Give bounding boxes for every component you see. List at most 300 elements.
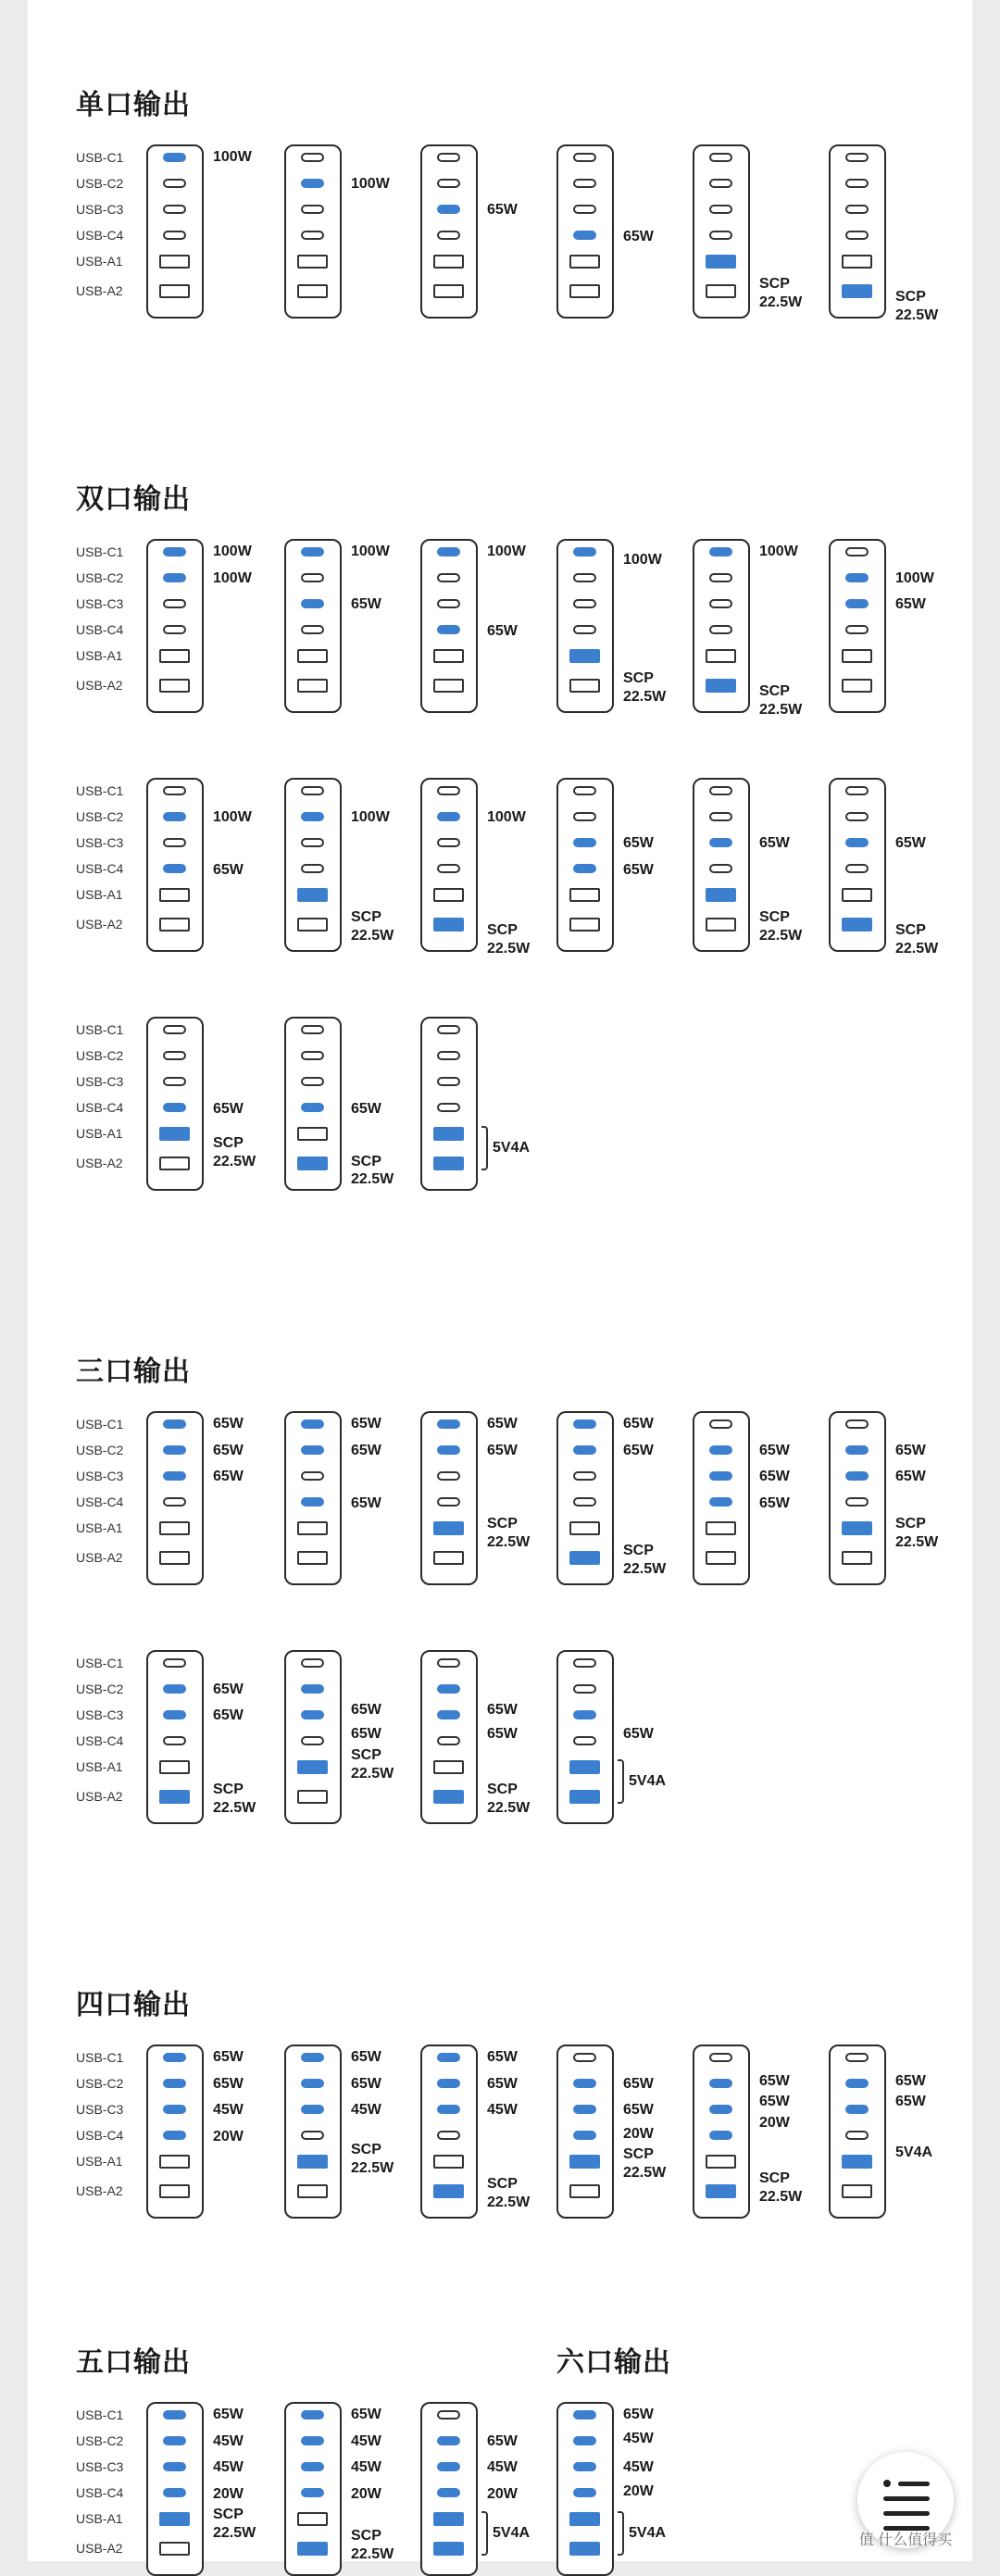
port-label: USB-A2 [76,1789,123,1804]
output-label: SCP [895,289,926,306]
usb-c-port [709,599,732,608]
output-label: 20W [623,2482,654,2499]
output-label: 65W [623,2075,654,2092]
usb-a-port [433,2184,464,2198]
output-label: SCP [487,922,518,939]
usb-a-port [159,918,190,932]
usb-a-port [297,1551,328,1565]
usb-a-port [569,2512,600,2526]
charger-diagram [420,1411,478,1585]
output-label: 65W [213,2049,244,2065]
usb-c-port [573,838,596,847]
usb-a-port [569,2184,600,2198]
output-label: 65W [895,1469,926,1484]
usb-c-port [301,1736,324,1745]
usb-a-port [297,284,328,298]
port-label: USB-C2 [76,2076,124,2091]
usb-c-port [301,179,324,188]
usb-a-port [569,2542,600,2556]
output-label: 65W [487,2075,518,2092]
usb-c-port [301,864,324,873]
port-label: USB-C1 [76,1656,124,1670]
usb-c-port [709,625,732,634]
output-label: 65W [895,835,926,851]
usb-c-port [301,1710,324,1719]
output-label: 22.5W [487,1534,531,1551]
usb-c-port [301,205,324,214]
usb-c-port [573,2436,596,2445]
usb-c-port [845,2131,869,2140]
usb-c-port [301,2053,324,2062]
port-label: USB-C1 [76,150,124,165]
usb-a-port [842,2155,872,2169]
usb-c-port [845,179,869,188]
usb-a-port [706,888,736,902]
usb-c-port [437,2462,460,2471]
usb-a-port [297,1760,328,1774]
usb-c-port [163,1025,186,1034]
output-label: 100W [351,544,390,559]
output-label: SCP [213,2507,244,2523]
output-label: 100W [759,544,798,559]
output-label: SCP [487,1781,518,1797]
usb-a-port [569,679,600,693]
port-label: USB-C1 [76,2050,124,2065]
output-label: 20W [213,2485,244,2502]
usb-c-port [163,205,186,214]
usb-a-port [569,2155,600,2169]
usb-a-port [842,255,872,269]
port-label: USB-C4 [76,861,124,876]
output-label: 65W [759,835,790,851]
usb-a-port [842,1521,872,1535]
output-label: 22.5W [623,1560,667,1577]
charger-diagram [829,144,886,319]
usb-c-port [437,1419,460,1429]
usb-c-port [301,625,324,634]
output-label: 65W [351,1702,381,1719]
charger-diagram [146,1650,204,1824]
usb-a-port [433,2155,464,2169]
usb-a-port [433,1521,464,1535]
usb-a-port [159,284,190,298]
output-label: 45W [351,2102,381,2118]
usb-c-port [573,2105,596,2114]
usb-c-port [437,231,460,240]
output-label: SCP [759,908,790,925]
usb-a-port [297,2512,328,2526]
output-label: 100W [487,544,526,559]
output-label: 65W [759,2072,790,2089]
output-label: 22.5W [487,941,531,957]
output-label: 65W [487,1725,518,1742]
usb-c-port [301,1025,324,1034]
usb-a-port [433,1127,464,1141]
port-label: USB-A2 [76,2541,123,2556]
output-label: 65W [213,1442,244,1458]
output-label: 20W [351,2485,381,2502]
output-label: 100W [351,175,390,192]
usb-c-port [163,625,186,634]
usb-c-port [573,1684,596,1694]
port-label: USB-C4 [76,228,124,243]
output-label: 22.5W [213,1799,256,1816]
usb-c-port [573,625,596,634]
output-label: 100W [213,569,252,586]
usb-c-port [301,786,324,795]
usb-c-port [163,1684,186,1694]
usb-a-port [706,1551,736,1565]
usb-a-port [159,2512,190,2526]
usb-c-port [437,864,460,873]
port-label: USB-A2 [76,917,123,932]
port-label: USB-C2 [76,176,124,191]
charger-diagram [146,778,204,952]
usb-a-port [706,918,736,932]
charger-diagram [284,144,342,319]
output-label: 65W [351,1100,381,1117]
usb-a-port [159,2542,190,2556]
port-label: USB-A2 [76,2183,123,2198]
usb-a-port [159,1551,190,1565]
port-label: USB-C4 [76,1100,124,1115]
usb-c-port [573,599,596,608]
charger-diagram [146,1411,204,1585]
usb-a-port [433,2542,464,2556]
port-label: USB-A1 [76,1126,123,1141]
usb-c-port [437,1077,460,1086]
usb-c-port [301,547,324,556]
output-label: 65W [623,1416,654,1432]
usb-c-port [437,2410,460,2420]
usb-c-port [301,1497,324,1507]
usb-c-port [437,1103,460,1112]
output-label: 45W [623,2430,654,2446]
usb-c-port [301,812,324,821]
usb-a-port [433,888,464,902]
output-label: 65W [213,2407,244,2422]
output-label: 22.5W [213,2525,256,2542]
usb-a-port [569,1790,600,1804]
usb-c-port [573,1471,596,1481]
charger-diagram [556,778,614,952]
usb-c-port [437,786,460,795]
charger-diagram [556,539,614,713]
port-label: USB-A2 [76,1550,123,1565]
port-label: USB-C3 [76,1469,124,1483]
port-label: USB-A2 [76,1156,123,1170]
usb-c-port [301,599,324,608]
usb-a-port [433,1157,464,1170]
output-label: 65W [351,2075,381,2092]
usb-c-port [573,179,596,188]
usb-a-port [433,2512,464,2526]
usb-a-port [433,649,464,663]
output-label: 45W [487,2102,518,2118]
output-label: 45W [213,2102,244,2118]
charger-diagram [420,1017,478,1191]
usb-c-port [709,2079,732,2088]
usb-c-port [301,1445,324,1455]
output-label: 22.5W [351,927,394,944]
usb-a-port [706,649,736,663]
output-label: 22.5W [759,702,803,718]
port-label: USB-A2 [76,283,123,298]
charger-diagram [420,2402,478,2576]
usb-c-port [709,786,732,795]
usb-c-port [573,2053,596,2062]
usb-c-port [573,2462,596,2471]
usb-c-port [163,1736,186,1745]
brace-mark [481,1126,488,1170]
section-title: 三口输出 [76,1356,191,1388]
usb-c-port [437,812,460,821]
port-label: USB-C3 [76,2102,124,2117]
usb-a-port [297,2184,328,2198]
section-title: 双口输出 [76,483,191,516]
usb-c-port [437,1710,460,1719]
output-label: 45W [351,2432,381,2449]
usb-c-port [573,864,596,873]
usb-c-port [845,864,869,873]
usb-c-port [573,231,596,240]
usb-a-port [842,2184,872,2198]
usb-c-port [163,2105,186,2114]
port-label: USB-A1 [76,648,123,663]
usb-c-port [301,2488,324,2497]
port-label: USB-C2 [76,1443,124,1457]
port-label: USB-C4 [76,2485,124,2500]
port-label: USB-C2 [76,809,124,824]
port-label: USB-C3 [76,2459,124,2474]
charger-diagram [829,539,886,713]
usb-a-port [842,284,872,298]
usb-c-port [163,1497,186,1507]
usb-c-port [709,1497,732,1507]
usb-a-port [159,255,190,269]
output-label: 5V4A [493,1140,531,1157]
usb-c-port [163,864,186,873]
usb-c-port [845,1497,869,1507]
usb-c-port [437,573,460,582]
brace-mark [481,2511,488,2556]
section-title: 六口输出 [556,2346,671,2379]
usb-c-port [163,153,186,162]
usb-a-port [159,2184,190,2198]
usb-c-port [301,1419,324,1429]
output-label: 22.5W [895,941,939,957]
output-label: 65W [351,2407,381,2422]
output-label: 65W [487,622,518,639]
output-label: 100W [213,544,252,559]
usb-a-port [433,1760,464,1774]
output-label: SCP [895,922,926,939]
usb-a-port [297,2155,328,2169]
usb-c-port [301,2079,324,2088]
charger-diagram [146,2045,204,2219]
output-label: 65W [759,1494,790,1511]
usb-c-port [301,838,324,847]
usb-c-port [163,2131,186,2140]
usb-c-port [163,599,186,608]
output-label: SCP [213,1134,244,1151]
usb-c-port [573,812,596,821]
output-label: 65W [623,1442,654,1458]
usb-c-port [437,1471,460,1481]
section-title: 五口输出 [76,2346,191,2379]
usb-a-port [842,649,872,663]
output-label: 65W [351,1494,381,1511]
usb-c-port [163,231,186,240]
port-label: USB-A2 [76,678,123,693]
charger-diagram [146,1017,204,1191]
usb-c-port [437,2131,460,2140]
usb-c-port [573,1497,596,1507]
output-label: 65W [487,1416,518,1432]
usb-a-port [706,284,736,298]
usb-c-port [573,547,596,556]
usb-a-port [297,255,328,269]
usb-a-port [842,918,872,932]
output-label: 65W [895,2094,926,2110]
usb-a-port [159,888,190,902]
output-label: SCP [351,1746,381,1763]
output-label: 65W [487,2049,518,2065]
output-label: 65W [213,1100,244,1117]
output-label: 65W [213,1707,244,1723]
usb-c-port [163,1658,186,1668]
usb-c-port [163,573,186,582]
charger-diagram [693,778,750,952]
usb-c-port [709,1445,732,1455]
usb-a-port [706,2184,736,2198]
usb-c-port [437,1736,460,1745]
output-label: 65W [213,2075,244,2092]
usb-a-port [569,284,600,298]
output-label: 22.5W [759,2189,803,2206]
port-label: USB-C4 [76,2128,124,2143]
output-label: 65W [213,861,244,878]
usb-c-port [301,1658,324,1668]
usb-c-port [437,205,460,214]
usb-c-port [163,1077,186,1086]
output-label: 65W [623,835,654,851]
output-label: 22.5W [351,2159,394,2176]
usb-c-port [845,838,869,847]
usb-c-port [709,231,732,240]
usb-c-port [845,1471,869,1481]
usb-a-port [159,1521,190,1535]
output-label: 45W [623,2459,654,2475]
usb-c-port [163,838,186,847]
usb-c-port [301,231,324,240]
output-label: 65W [213,1469,244,1484]
usb-c-port [301,1684,324,1694]
usb-c-port [437,179,460,188]
output-label: 65W [351,2049,381,2065]
output-label: 22.5W [487,1799,531,1816]
port-label: USB-C3 [76,835,124,850]
output-label: 45W [487,2459,518,2475]
usb-c-port [301,2410,324,2420]
output-label: 65W [487,2432,518,2449]
usb-a-port [706,255,736,269]
usb-a-port [297,649,328,663]
section-title: 单口输出 [76,89,191,121]
usb-c-port [845,812,869,821]
usb-c-port [573,153,596,162]
port-label: USB-C4 [76,1733,124,1748]
usb-c-port [573,786,596,795]
usb-a-port [842,679,872,693]
output-label: 100W [213,808,252,825]
output-label: 65W [759,2094,790,2110]
usb-c-port [301,1471,324,1481]
usb-c-port [437,1025,460,1034]
usb-c-port [437,838,460,847]
usb-a-port [159,2155,190,2169]
output-label: 65W [213,1681,244,1697]
port-label: USB-A1 [76,254,123,269]
output-label: 65W [487,1442,518,1458]
usb-a-port [842,1551,872,1565]
usb-c-port [709,573,732,582]
output-label: 5V4A [629,1773,667,1790]
usb-c-port [163,1419,186,1429]
usb-a-port [159,1127,190,1141]
usb-c-port [845,1445,869,1455]
usb-c-port [709,179,732,188]
output-label: 65W [895,2072,926,2089]
output-label: SCP [351,2528,381,2545]
usb-c-port [845,2079,869,2088]
port-label: USB-C1 [76,783,124,798]
charger-diagram [556,144,614,319]
port-label: USB-C1 [76,544,124,559]
usb-a-port [569,1760,600,1774]
output-label: 22.5W [487,2194,531,2210]
usb-a-port [297,918,328,932]
brace-mark [618,2511,624,2556]
usb-c-port [709,812,732,821]
usb-c-port [573,1419,596,1429]
usb-c-port [163,1445,186,1455]
port-label: USB-C3 [76,202,124,217]
usb-c-port [301,1103,324,1112]
usb-c-port [301,2462,324,2471]
output-label: 20W [487,2485,518,2502]
charger-diagram [146,144,204,319]
port-label: USB-A1 [76,2154,123,2169]
charger-diagram [284,1411,342,1585]
usb-a-port [297,1790,328,1804]
usb-c-port [709,1419,732,1429]
charger-diagram [829,2045,886,2219]
output-label: SCP [623,1542,654,1558]
port-label: USB-C1 [76,1022,124,1037]
usb-a-port [569,649,600,663]
usb-c-port [437,2436,460,2445]
output-label: 100W [213,149,252,165]
port-label: USB-C3 [76,1707,124,1722]
usb-a-port [159,1760,190,1774]
output-label: 22.5W [759,927,803,944]
output-label: 65W [623,228,654,244]
usb-c-port [573,1658,596,1668]
usb-a-port [706,1521,736,1535]
usb-a-port [433,255,464,269]
usb-c-port [709,2105,732,2114]
